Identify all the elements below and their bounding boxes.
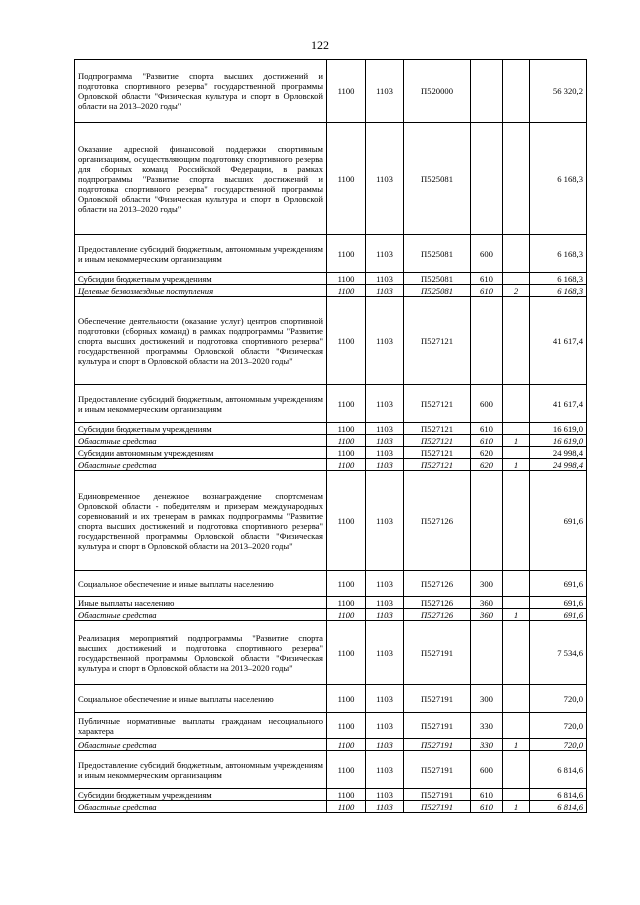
target-article-code-cell: П527191 — [404, 801, 471, 813]
funding-source-code-cell: 1 — [503, 459, 530, 471]
expense-type-code-cell — [471, 471, 503, 571]
funding-source-code-cell — [503, 471, 530, 571]
subsection-code-cell: 1103 — [366, 621, 404, 685]
target-article-code-cell: П527121 — [404, 297, 471, 385]
table-row — [75, 685, 587, 713]
table-row — [75, 621, 587, 685]
row-name-cell: Областные средства — [75, 739, 327, 751]
table-row — [75, 285, 587, 297]
target-article-code-cell: П527191 — [404, 789, 471, 801]
amount-cell: 7 534,6 — [530, 621, 587, 685]
amount-cell: 720,0 — [530, 739, 587, 751]
amount-cell: 24 998,4 — [530, 459, 587, 471]
row-name-cell: Областные средства — [75, 801, 327, 813]
expense-type-code-cell — [471, 621, 503, 685]
expense-type-code-cell: 610 — [471, 435, 503, 447]
amount-cell: 691,6 — [530, 597, 587, 609]
table-row — [75, 459, 587, 471]
section-code-cell: 1100 — [327, 285, 366, 297]
funding-source-code-cell — [503, 789, 530, 801]
table-body — [75, 60, 587, 813]
subsection-code-cell: 1103 — [366, 123, 404, 235]
target-article-code-cell: П525081 — [404, 123, 471, 235]
target-article-code-cell: П527191 — [404, 685, 471, 713]
amount-cell: 691,6 — [530, 471, 587, 571]
table-row — [75, 297, 587, 385]
amount-cell: 6 814,6 — [530, 751, 587, 789]
funding-source-code-cell — [503, 713, 530, 739]
target-article-code-cell: П527126 — [404, 571, 471, 597]
subsection-code-cell: 1103 — [366, 297, 404, 385]
amount-cell: 691,6 — [530, 609, 587, 621]
row-name-cell: Целевые безвозмездные поступления — [75, 285, 327, 297]
expense-type-code-cell: 610 — [471, 789, 503, 801]
section-code-cell: 1100 — [327, 60, 366, 123]
subsection-code-cell: 1103 — [366, 423, 404, 435]
funding-source-code-cell: 1 — [503, 739, 530, 751]
subsection-code-cell: 1103 — [366, 60, 404, 123]
funding-source-code-cell — [503, 751, 530, 789]
subsection-code-cell: 1103 — [366, 739, 404, 751]
table-row — [75, 123, 587, 235]
section-code-cell: 1100 — [327, 789, 366, 801]
row-name-cell: Публичные нормативные выплаты гражданам несоциального характера — [75, 713, 327, 739]
subsection-code-cell: 1103 — [366, 471, 404, 571]
funding-source-code-cell — [503, 597, 530, 609]
expense-type-code-cell: 610 — [471, 285, 503, 297]
expense-type-code-cell — [471, 60, 503, 123]
row-name-cell: Социальное обеспечение и иные выплаты населению — [75, 685, 327, 713]
subsection-code-cell: 1103 — [366, 609, 404, 621]
table-row — [75, 471, 587, 571]
expense-type-code-cell: 600 — [471, 385, 503, 423]
expense-type-code-cell: 600 — [471, 235, 503, 273]
section-code-cell: 1100 — [327, 459, 366, 471]
amount-cell: 6 168,3 — [530, 285, 587, 297]
row-name-cell: Обеспечение деятельности (оказание услуг) центров спортивной подготовки (сборных команд) в рамках подпрограммы "Развитие спорта высших достижений и подготовка спортивного резерва" государственной программы Орловской области "Физическая культура и спорт в Орловской области на 2013–2020 годы" — [75, 297, 327, 385]
row-name-cell: Иные выплаты населению — [75, 597, 327, 609]
amount-cell: 720,0 — [530, 685, 587, 713]
funding-source-code-cell: 1 — [503, 609, 530, 621]
subsection-code-cell: 1103 — [366, 459, 404, 471]
table-row — [75, 571, 587, 597]
target-article-code-cell: П527121 — [404, 435, 471, 447]
expense-type-code-cell: 300 — [471, 571, 503, 597]
section-code-cell: 1100 — [327, 751, 366, 789]
funding-source-code-cell — [503, 621, 530, 685]
row-name-cell: Единовременное денежное вознаграждение спортсменам Орловской области - победителям и призерам международных соревнований и их тренерам в рамках подпрограммы "Развитие спорта высших достижений и подготовка спортивного резерва" государственной программы Орловской области "Физическая культура и спорт в Орловской области на 2013–2020 годы" — [75, 471, 327, 571]
row-name-cell: Областные средства — [75, 609, 327, 621]
target-article-code-cell: П527191 — [404, 621, 471, 685]
target-article-code-cell: П520000 — [404, 60, 471, 123]
amount-cell: 16 619,0 — [530, 423, 587, 435]
amount-cell: 6 168,3 — [530, 123, 587, 235]
row-name-cell: Оказание адресной финансовой поддержки спортивным организациям, осуществляющим подготовку спортивного резерва для сборных команд Российской Федерации, в рамках подпрограммы "Развитие спорта высших достижений и подготовка спортивного резерва" государственной программы Орловской области "Физическая культура и спорт в Орловской области на 2013–2020 годы" — [75, 123, 327, 235]
table-row — [75, 609, 587, 621]
row-name-cell: Субсидии автономным учреждениям — [75, 447, 327, 459]
expense-type-code-cell: 330 — [471, 713, 503, 739]
section-code-cell: 1100 — [327, 571, 366, 597]
funding-source-code-cell — [503, 60, 530, 123]
funding-source-code-cell: 1 — [503, 801, 530, 813]
row-name-cell: Предоставление субсидий бюджетным, автономным учреждениям и иным некоммерческим организациям — [75, 235, 327, 273]
target-article-code-cell: П527126 — [404, 471, 471, 571]
table-row — [75, 60, 587, 123]
target-article-code-cell: П527126 — [404, 597, 471, 609]
amount-cell: 6 814,6 — [530, 801, 587, 813]
funding-source-code-cell: 1 — [503, 435, 530, 447]
table-row — [75, 273, 587, 285]
amount-cell: 41 617,4 — [530, 385, 587, 423]
section-code-cell: 1100 — [327, 621, 366, 685]
funding-source-code-cell — [503, 423, 530, 435]
amount-cell: 691,6 — [530, 571, 587, 597]
funding-source-code-cell — [503, 685, 530, 713]
subsection-code-cell: 1103 — [366, 801, 404, 813]
page-number: 122 — [311, 38, 329, 52]
expense-type-code-cell: 610 — [471, 273, 503, 285]
budget-table — [74, 59, 587, 813]
section-code-cell: 1100 — [327, 685, 366, 713]
section-code-cell: 1100 — [327, 801, 366, 813]
amount-cell: 56 320,2 — [530, 60, 587, 123]
table-row — [75, 423, 587, 435]
table-row — [75, 751, 587, 789]
amount-cell: 6 168,3 — [530, 273, 587, 285]
row-name-cell: Областные средства — [75, 459, 327, 471]
funding-source-code-cell — [503, 297, 530, 385]
section-code-cell: 1100 — [327, 423, 366, 435]
target-article-code-cell: П527121 — [404, 423, 471, 435]
amount-cell: 24 998,4 — [530, 447, 587, 459]
expense-type-code-cell: 620 — [471, 447, 503, 459]
section-code-cell: 1100 — [327, 447, 366, 459]
table-row — [75, 447, 587, 459]
row-name-cell: Предоставление субсидий бюджетным, автономным учреждениям и иным некоммерческим организациям — [75, 751, 327, 789]
subsection-code-cell: 1103 — [366, 385, 404, 423]
funding-source-code-cell — [503, 123, 530, 235]
target-article-code-cell: П527191 — [404, 713, 471, 739]
funding-source-code-cell — [503, 385, 530, 423]
expense-type-code-cell: 360 — [471, 609, 503, 621]
expense-type-code-cell: 620 — [471, 459, 503, 471]
target-article-code-cell: П527121 — [404, 385, 471, 423]
amount-cell: 6 814,6 — [530, 789, 587, 801]
section-code-cell: 1100 — [327, 471, 366, 571]
expense-type-code-cell — [471, 123, 503, 235]
section-code-cell: 1100 — [327, 235, 366, 273]
section-code-cell: 1100 — [327, 123, 366, 235]
target-article-code-cell: П527191 — [404, 751, 471, 789]
subsection-code-cell: 1103 — [366, 685, 404, 713]
target-article-code-cell: П525081 — [404, 235, 471, 273]
table-row — [75, 385, 587, 423]
section-code-cell: 1100 — [327, 609, 366, 621]
amount-cell: 41 617,4 — [530, 297, 587, 385]
amount-cell: 720,0 — [530, 713, 587, 739]
table-row — [75, 597, 587, 609]
target-article-code-cell: П525081 — [404, 273, 471, 285]
row-name-cell: Субсидии бюджетным учреждениям — [75, 273, 327, 285]
expense-type-code-cell: 610 — [471, 801, 503, 813]
amount-cell: 16 619,0 — [530, 435, 587, 447]
subsection-code-cell: 1103 — [366, 751, 404, 789]
target-article-code-cell: П525081 — [404, 285, 471, 297]
section-code-cell: 1100 — [327, 273, 366, 285]
expense-type-code-cell: 360 — [471, 597, 503, 609]
subsection-code-cell: 1103 — [366, 571, 404, 597]
target-article-code-cell: П527191 — [404, 739, 471, 751]
funding-source-code-cell — [503, 571, 530, 597]
table-row — [75, 801, 587, 813]
subsection-code-cell: 1103 — [366, 447, 404, 459]
table-row — [75, 789, 587, 801]
funding-source-code-cell — [503, 235, 530, 273]
row-name-cell: Реализация мероприятий подпрограммы "Развитие спорта высших достижений и подготовка спортивного резерва" государственной программы Орловской области "Физическая культура и спорт в Орловской области на 2013–2020 годы" — [75, 621, 327, 685]
amount-cell: 6 168,3 — [530, 235, 587, 273]
subsection-code-cell: 1103 — [366, 273, 404, 285]
subsection-code-cell: 1103 — [366, 435, 404, 447]
row-name-cell: Предоставление субсидий бюджетным, автономным учреждениям и иным некоммерческим организациям — [75, 385, 327, 423]
expense-type-code-cell: 330 — [471, 739, 503, 751]
expense-type-code-cell: 610 — [471, 423, 503, 435]
table-row — [75, 739, 587, 751]
section-code-cell: 1100 — [327, 739, 366, 751]
funding-source-code-cell — [503, 273, 530, 285]
row-name-cell: Субсидии бюджетным учреждениям — [75, 423, 327, 435]
row-name-cell: Социальное обеспечение и иные выплаты населению — [75, 571, 327, 597]
target-article-code-cell: П527121 — [404, 447, 471, 459]
subsection-code-cell: 1103 — [366, 235, 404, 273]
section-code-cell: 1100 — [327, 385, 366, 423]
subsection-code-cell: 1103 — [366, 285, 404, 297]
subsection-code-cell: 1103 — [366, 713, 404, 739]
target-article-code-cell: П527121 — [404, 459, 471, 471]
table-row — [75, 713, 587, 739]
table-row — [75, 235, 587, 273]
section-code-cell: 1100 — [327, 713, 366, 739]
subsection-code-cell: 1103 — [366, 597, 404, 609]
table-row — [75, 435, 587, 447]
section-code-cell: 1100 — [327, 597, 366, 609]
target-article-code-cell: П527126 — [404, 609, 471, 621]
row-name-cell: Подпрограмма "Развитие спорта высших достижений и подготовка спортивного резерва" государственной программы Орловской области "Физическая культура и спорт в Орловской области на 2013–2020 годы" — [75, 60, 327, 123]
funding-source-code-cell: 2 — [503, 285, 530, 297]
expense-type-code-cell: 300 — [471, 685, 503, 713]
expense-type-code-cell — [471, 297, 503, 385]
section-code-cell: 1100 — [327, 297, 366, 385]
section-code-cell: 1100 — [327, 435, 366, 447]
funding-source-code-cell — [503, 447, 530, 459]
row-name-cell: Областные средства — [75, 435, 327, 447]
row-name-cell: Субсидии бюджетным учреждениям — [75, 789, 327, 801]
expense-type-code-cell: 600 — [471, 751, 503, 789]
subsection-code-cell: 1103 — [366, 789, 404, 801]
